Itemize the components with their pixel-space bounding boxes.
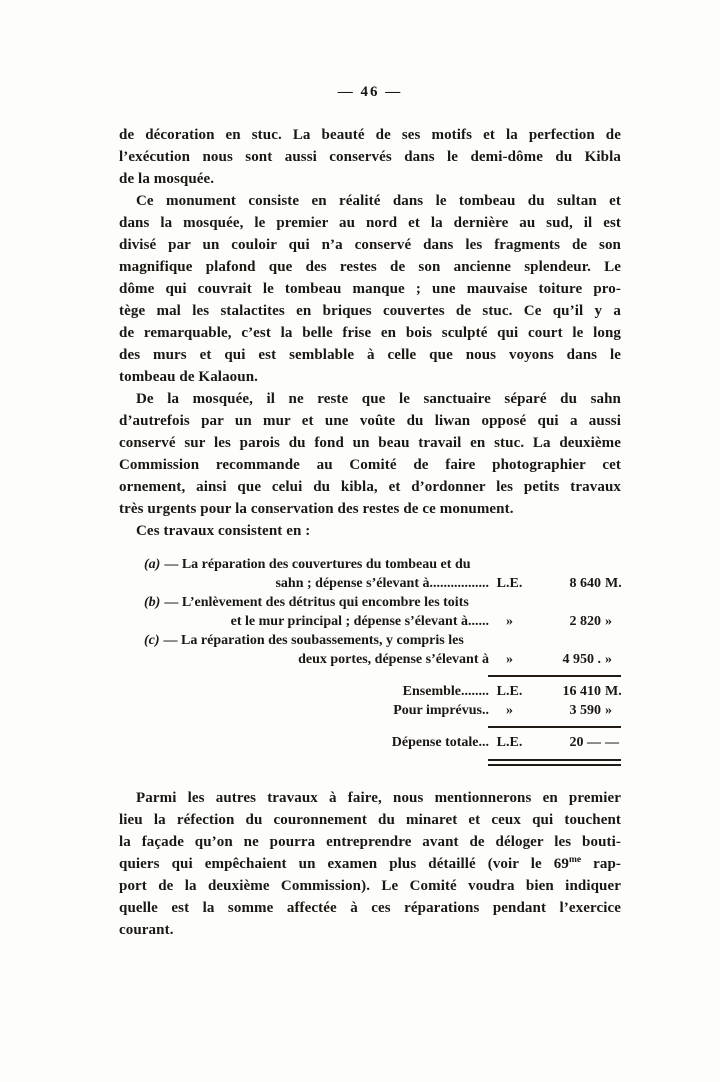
item-desc-line2: sahn ; dépense s’élevant à................. (275, 576, 489, 591)
closing-paragraph (119, 787, 621, 941)
unit-label: M. (605, 684, 622, 699)
text-line: courant. (119, 922, 174, 938)
text-line: de remarquable, c’est la belle frise en bois sculpté qui court le long (119, 325, 621, 341)
total-label: Dépense totale... (391, 735, 489, 750)
expense-item-c (144, 631, 621, 669)
item-desc-text: — La réparation des soubassements, y compris les (163, 633, 464, 648)
currency-label: L.E. (496, 735, 523, 750)
expense-item-a (144, 555, 621, 593)
text-line: dans la mosquée, le premier au nord et la dernière au sud, il est (119, 215, 621, 231)
text-line: quelle est la somme affectée à ces réparations pendant l’exercice (119, 900, 621, 916)
expense-item-b (144, 593, 621, 631)
item-desc-line1 (144, 555, 489, 574)
text-line: des murs et qui est semblable à celle que nous voyons dans le (119, 347, 621, 363)
item-desc-line2: et le mur principal ; dépense s’élevant à...... (230, 614, 489, 629)
text-line: divisé par un couloir qui n’a conservé dans les fragments de son (119, 237, 621, 253)
item-amount-row (144, 650, 621, 669)
text-line: de la mosquée. (119, 171, 215, 187)
currency-label: L.E. (496, 684, 523, 699)
amount-value: 8 640 (569, 576, 601, 591)
amount-value: 16 410 (562, 684, 601, 699)
item-amount-row (144, 574, 621, 593)
text-line: Ces travaux consistent en : (136, 523, 311, 539)
page-content (119, 84, 621, 941)
item-amount-row (144, 612, 621, 631)
text-line: Commission recommande au Comité de faire photographier cet (119, 457, 621, 473)
paragraph-3 (119, 388, 621, 520)
amount-value: 3 590 (569, 703, 601, 718)
total-label: Pour imprévus.. (393, 703, 489, 718)
depense-totale-row (144, 733, 621, 752)
paragraph-1 (119, 124, 621, 190)
expense-table (144, 555, 621, 766)
ensemble-row (144, 682, 621, 701)
item-letter: (a) (144, 557, 161, 572)
text-line: d’autrefois par un mur et une voûte du liwan opposé qui a aussi (119, 413, 621, 429)
text-line: port de la deuxième Commission). Le Comité voudra bien indiquer (119, 878, 621, 894)
text-line: De la mosquée, il ne reste que le sanctuaire séparé du sahn (136, 391, 621, 407)
item-desc-line1 (144, 631, 489, 650)
item-desc-line2: deux portes, dépense s’élevant à (298, 652, 489, 667)
text-line: très urgents pour la conservation des restes de ce monument. (119, 501, 514, 517)
item-desc-line1 (144, 593, 489, 612)
unit-label: » (605, 614, 612, 629)
unit-label: M. (605, 576, 622, 591)
text-line: Parmi les autres travaux à faire, nous mentionnerons en premier (136, 790, 621, 806)
text-line: dôme qui couvrait le tombeau manque ; une mauvaise toiture pro- (119, 281, 621, 297)
text-line: Ce monument consiste en réalité dans le tombeau du sultan et (136, 193, 621, 209)
text-line: lieu la réfection du couronnement du minaret et ceux qui touchent (119, 812, 621, 828)
text-line: ornement, ainsi que celui du kibla, et d’ordonner les petits travaux (119, 479, 621, 495)
page-number: — 46 — (337, 84, 403, 100)
total-label: Ensemble........ (402, 684, 489, 699)
bottom-double-rule (488, 759, 621, 766)
text-segment: rap- (581, 856, 622, 872)
text-line-with-superscript (119, 853, 621, 875)
unit-label: — (605, 735, 619, 750)
item-letter: (c) (144, 633, 160, 648)
unit-label: » (605, 703, 612, 718)
text-line: conservé sur les parois du fond un beau travail en stuc. La deuxième (119, 435, 621, 451)
amount-value: 20 — (569, 735, 601, 750)
text-line: tège mal les stalactites en briques couvertes de stuc. Ce qu’il y a (119, 303, 621, 319)
currency-label: L.E. (496, 576, 523, 591)
grand-total-rule (488, 726, 621, 728)
item-desc-text: — L’enlèvement des détritus qui encombre les toits (164, 595, 469, 610)
paragraph-4 (119, 520, 621, 542)
currency-label: » (506, 703, 513, 718)
currency-label: » (506, 652, 513, 667)
amount-value: 4 950 . (562, 652, 601, 667)
totals-top-rule (488, 675, 621, 677)
amount-value: 2 820 (569, 614, 601, 629)
text-line: magnifique plafond que des restes de son ancienne splendeur. Le (119, 259, 621, 275)
imprevus-row (144, 701, 621, 720)
paragraph-2 (119, 190, 621, 388)
item-desc-text: — La réparation des couvertures du tombeau et du (164, 557, 471, 572)
text-line: tombeau de Kalaoun. (119, 369, 259, 385)
currency-label: » (506, 614, 513, 629)
superscript-ordinal: me (568, 855, 582, 865)
text-segment: quiers qui empêchaient un examen plus détaillé (voir le 69 (119, 856, 569, 872)
item-letter: (b) (144, 595, 161, 610)
text-line: l’exécution nous sont aussi conservés dans le demi-dôme du Kibla (119, 149, 621, 165)
unit-label: » (605, 652, 612, 667)
text-line: la façade qu’on ne pourra entreprendre avant de déloger les bouti- (119, 834, 621, 850)
text-line: de décoration en stuc. La beauté de ses motifs et la perfection de (119, 127, 621, 143)
